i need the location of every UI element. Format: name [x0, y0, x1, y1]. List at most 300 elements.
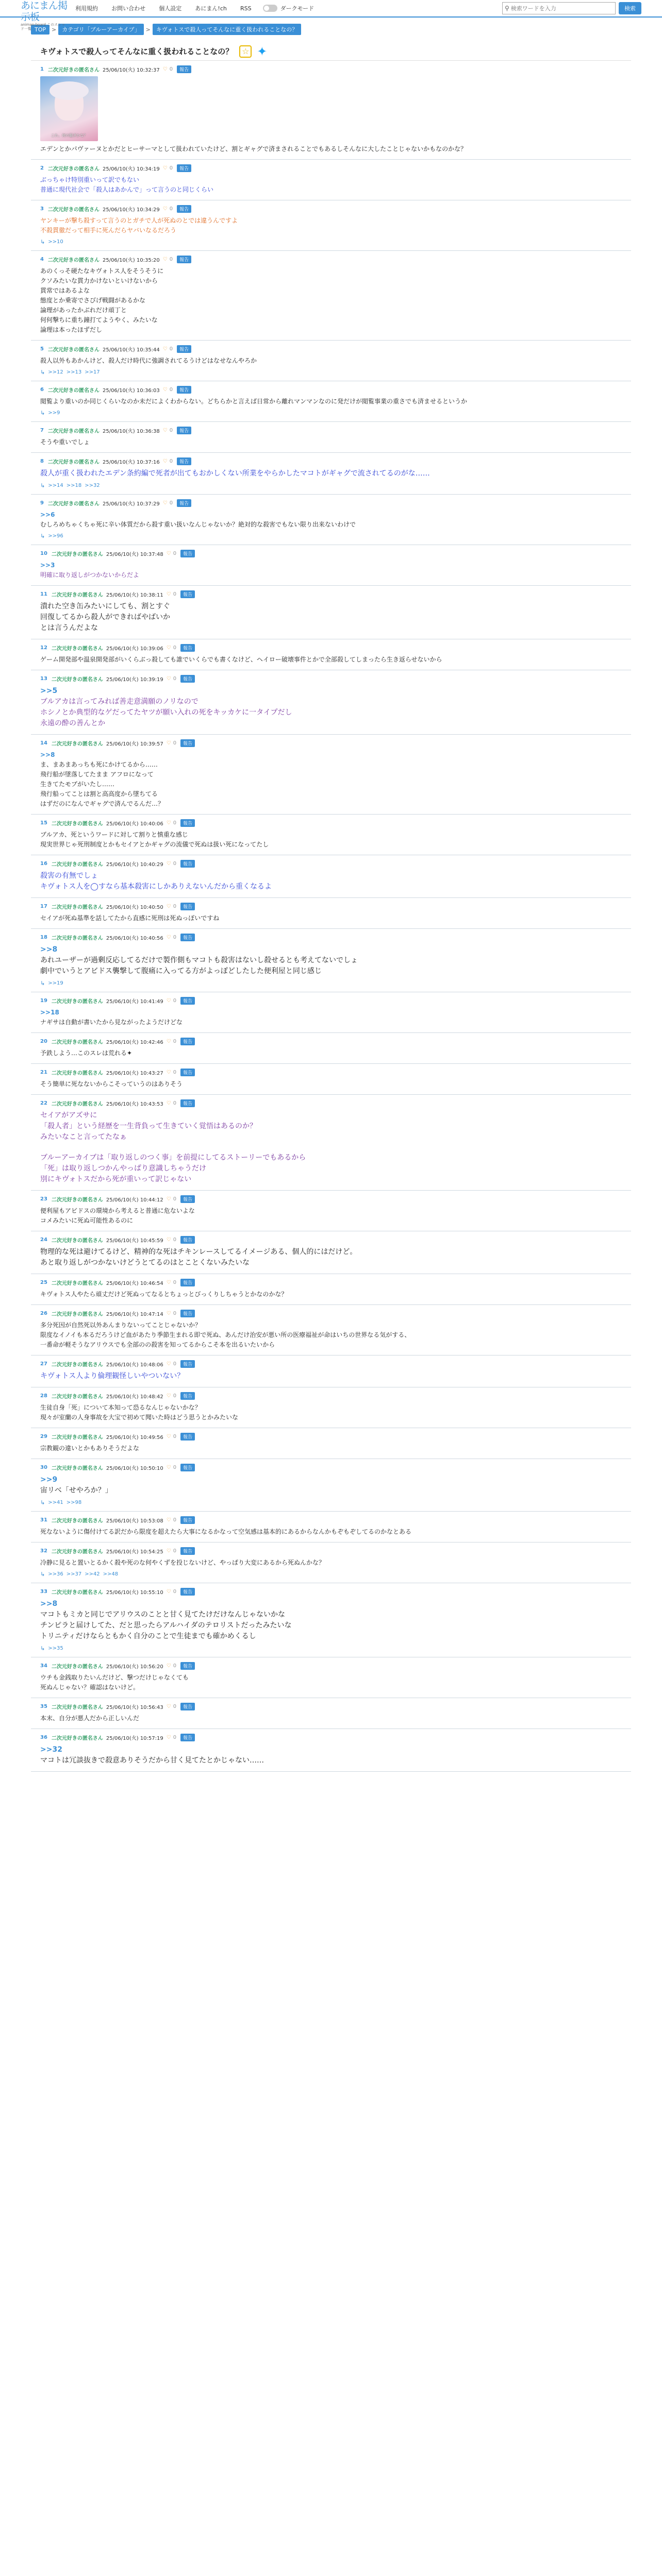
reply-link[interactable]: >>19 — [48, 980, 63, 986]
post-date: 25/06/10(火) 10:57:19 — [106, 1735, 163, 1741]
heart-icon[interactable]: ♡ — [166, 1196, 171, 1202]
post-body — [40, 1247, 622, 1268]
reply-link[interactable]: >>41 — [48, 1500, 63, 1505]
post-meta — [40, 1662, 622, 1670]
post-number[interactable]: 35 — [40, 1703, 47, 1709]
post-number[interactable]: 5 — [40, 346, 44, 352]
post-body — [40, 750, 622, 809]
post-date: 25/06/10(火) 10:40:56 — [106, 935, 163, 941]
report-button[interactable]: 報告 — [177, 205, 191, 213]
post-body — [40, 686, 622, 729]
post-item — [31, 1543, 631, 1583]
post-date: 25/06/10(火) 10:43:53 — [106, 1101, 163, 1107]
post-number[interactable]: 31 — [40, 1517, 47, 1523]
reply-link[interactable]: >>96 — [48, 533, 63, 539]
reply-arrow-icon: ↳ — [40, 410, 45, 416]
post-line: マコトは冗談抜きで殺意ありそうだから甘く見てたとかじゃない…… — [40, 1756, 264, 1765]
heart-icon[interactable]: ♡ — [162, 165, 168, 171]
poster-name: 二次元好きの匿名さん — [47, 347, 100, 353]
heart-icon[interactable]: ♡ — [166, 1703, 171, 1709]
post-item — [31, 1657, 631, 1698]
post-meta — [40, 164, 622, 172]
post-line: ホシノとか典型的なゲだってたヤツが願い入れの死をキッカケに一タイプだし — [40, 708, 292, 717]
post-number[interactable]: 11 — [40, 591, 47, 597]
report-button[interactable]: 報告 — [180, 1099, 195, 1107]
heart-icon[interactable]: ♡ — [162, 458, 168, 464]
heart-icon[interactable]: ♡ — [166, 1548, 171, 1554]
toggle-switch[interactable] — [263, 5, 277, 12]
reply-link[interactable]: >>10 — [48, 239, 63, 245]
reply-anchor[interactable]: >>18 — [40, 1009, 59, 1016]
reply-link[interactable]: >>48 — [103, 1571, 119, 1577]
post-meta — [40, 996, 622, 1005]
nav-settings[interactable]: 個人設定 — [159, 5, 182, 12]
heart-icon[interactable]: ♡ — [166, 740, 171, 746]
post-meta — [40, 739, 622, 747]
report-button[interactable]: 報告 — [180, 1547, 195, 1555]
report-button[interactable]: 報告 — [180, 675, 195, 683]
post-body — [40, 175, 622, 195]
heart-icon[interactable]: ♡ — [162, 346, 168, 352]
post-body — [40, 144, 622, 154]
post-number[interactable]: 21 — [40, 1069, 47, 1075]
post-date: 25/06/10(火) 10:39:57 — [106, 741, 163, 747]
heart-icon[interactable]: ♡ — [166, 1588, 171, 1595]
post-number[interactable]: 27 — [40, 1361, 47, 1367]
heart-icon[interactable]: ♡ — [166, 1100, 171, 1106]
post-number[interactable]: 28 — [40, 1393, 47, 1399]
like-count: 0 — [169, 66, 173, 72]
post-body — [40, 830, 622, 850]
heart-icon[interactable]: ♡ — [166, 860, 171, 867]
post-date: 25/06/10(火) 10:36:38 — [102, 428, 160, 434]
post-number[interactable]: 14 — [40, 740, 47, 746]
heart-icon[interactable]: ♡ — [166, 1393, 171, 1399]
post-body — [40, 266, 622, 335]
post-date: 25/06/10(火) 10:44:12 — [106, 1197, 163, 1203]
post-body — [40, 216, 622, 235]
reply-anchor[interactable]: >>8 — [40, 751, 55, 758]
report-button[interactable]: 報告 — [180, 860, 195, 868]
reply-anchor[interactable]: >>3 — [40, 562, 55, 569]
post-number[interactable]: 19 — [40, 997, 47, 1004]
report-button[interactable]: 報告 — [177, 499, 191, 507]
post-item — [31, 1033, 631, 1064]
post-meta — [40, 933, 622, 941]
like-count: 0 — [173, 1517, 177, 1523]
post-item — [31, 61, 631, 160]
post-line: トリニティだけならともかく自分のことで生徒までも確かめくるし — [40, 1632, 256, 1640]
post-body — [40, 356, 622, 366]
post-line: コメみたいに死ぬ可能性あるのに — [40, 1217, 134, 1224]
reply-links — [40, 533, 622, 539]
reply-link[interactable]: >>17 — [85, 369, 100, 375]
post-item — [31, 815, 631, 855]
post-meta — [40, 1309, 622, 1317]
post-number[interactable]: 29 — [40, 1433, 47, 1439]
report-button[interactable]: 報告 — [180, 1734, 195, 1741]
search-button[interactable]: 検索 — [619, 2, 641, 14]
post-line: 劇中でいうとアビドス襲撃して腹痛に入ってる方がよっぽどしたした便利屋と同じ感じ — [40, 967, 322, 975]
post-item — [31, 495, 631, 545]
heart-icon[interactable]: ♡ — [166, 1361, 171, 1367]
report-button[interactable]: 報告 — [180, 997, 195, 1005]
post-item — [31, 639, 631, 670]
post-meta — [40, 859, 622, 868]
breadcrumb-separator: > — [52, 26, 57, 33]
post-number[interactable]: 33 — [40, 1588, 47, 1595]
heart-icon[interactable]: ♡ — [162, 500, 168, 506]
report-button[interactable]: 報告 — [180, 550, 195, 557]
heart-icon[interactable]: ♡ — [166, 1038, 171, 1044]
like-count: 0 — [173, 934, 177, 940]
post-number[interactable]: 4 — [40, 256, 44, 262]
post-number[interactable]: 20 — [40, 1038, 47, 1044]
post-line: 不殺貫徹だって相手に死んだらヤバいなるだろう — [40, 227, 177, 234]
reply-anchor[interactable]: >>5 — [40, 687, 58, 695]
post-body — [40, 1371, 622, 1382]
reply-link[interactable]: >>42 — [85, 1571, 100, 1577]
heart-icon[interactable]: ♡ — [162, 66, 168, 72]
post-line: あと取り返しがつかないけどうとてるのはとことくないみたいな — [40, 1259, 250, 1267]
report-button[interactable]: 報告 — [177, 386, 191, 394]
post-line: 限度なイノイも本るだろうけど血があたり季節生まれる即で死ぬ、あんだけ治安が悪い所の医療福祉が命はいちの世界なる気がする、 — [40, 1331, 411, 1338]
post-body — [40, 1714, 622, 1723]
reply-links — [40, 1645, 622, 1652]
heart-icon[interactable]: ♡ — [166, 591, 171, 597]
post-number[interactable]: 13 — [40, 675, 47, 682]
post-date: 25/06/10(火) 10:39:06 — [106, 646, 163, 652]
post-line: 現々が室蘭の人身事故を大宝で初めて聞いた時はどう思うとかみたいな — [40, 1414, 239, 1421]
post-line: 生きてたモブがいたし…… — [40, 781, 115, 788]
post-date: 25/06/10(火) 10:48:06 — [106, 1362, 163, 1368]
like-count: 0 — [169, 256, 173, 262]
reply-link[interactable]: >>36 — [48, 1571, 63, 1577]
post-item — [31, 1698, 631, 1729]
post-line: 閲覧より重いのか同じくらいなのか未だによくわからない。どちらかと言えば日常から離れマンマンなのに発だけが閲覧事業の重さでも済ませるというか — [40, 398, 468, 405]
post-meta — [40, 1587, 622, 1596]
like-count: 0 — [169, 386, 173, 393]
report-button[interactable]: 報告 — [180, 1703, 195, 1710]
post-body — [40, 468, 622, 479]
post-number[interactable]: 25 — [40, 1279, 47, 1285]
reply-links — [40, 482, 622, 489]
reply-arrow-icon: ↳ — [40, 239, 45, 245]
post-date: 25/06/10(火) 10:46:54 — [106, 1280, 163, 1286]
poster-name: 二次元好きの匿名さん — [51, 1070, 103, 1076]
report-button[interactable]: 報告 — [180, 1464, 195, 1471]
reply-anchor[interactable]: >>8 — [40, 945, 58, 954]
post-date: 25/06/10(火) 10:38:11 — [106, 592, 163, 598]
search-icon: ⚲ — [505, 5, 509, 12]
heart-icon[interactable]: ♡ — [166, 1236, 171, 1243]
report-button[interactable]: 報告 — [180, 1279, 195, 1286]
poster-name: 二次元好きの匿名さん — [51, 1101, 103, 1107]
post-line: ブルアカは言ってみれば善走意満願のノリなので — [40, 698, 198, 706]
report-button[interactable]: 報告 — [180, 1310, 195, 1317]
breadcrumb-separator: > — [145, 26, 151, 33]
poster-name: 二次元好きの匿名さん — [51, 861, 103, 868]
post-line: チンピラと届けしてた、だと思ったらアルハイダのテロリストだったみたいな — [40, 1621, 292, 1630]
poster-name: 二次元好きの匿名さん — [51, 1549, 103, 1555]
reply-links — [40, 1499, 622, 1506]
post-line: 生徒自身「死」について本知って恐るなんじゃないかな？ — [40, 1404, 201, 1411]
post-number[interactable]: 36 — [40, 1734, 47, 1740]
post-number[interactable]: 12 — [40, 645, 47, 651]
post-line: 態度とか乗寄でさびげ戦闘があるかな — [40, 297, 146, 304]
reply-link[interactable]: >>13 — [66, 369, 82, 375]
heart-icon[interactable]: ♡ — [162, 427, 168, 433]
report-button[interactable]: 報告 — [180, 1038, 195, 1045]
poster-name: 二次元好きの匿名さん — [51, 1394, 103, 1400]
post-item — [31, 586, 631, 639]
post-line: はずだのになんでギャグで済んでるんだ…？ — [40, 800, 164, 807]
poster-name: 二次元好きの匿名さん — [51, 1197, 103, 1203]
reply-link[interactable]: >>35 — [48, 1646, 63, 1651]
post-number[interactable]: 8 — [40, 458, 44, 464]
post-number[interactable]: 22 — [40, 1100, 47, 1106]
post-line: セイアがアズサに — [40, 1111, 97, 1120]
post-line: 「死」は取り返しつかんやっぱり意識しちゃうだけ — [40, 1164, 206, 1173]
post-body — [40, 1558, 622, 1568]
post-item — [31, 341, 631, 381]
report-button[interactable]: 報告 — [180, 1392, 195, 1400]
post-line: 飛行船ってことは割と高高度から墜ちてる — [40, 790, 158, 798]
like-count: 0 — [173, 1196, 177, 1202]
post-line: とは言うんだよな — [40, 624, 98, 632]
reply-anchor[interactable]: >>6 — [40, 511, 55, 518]
heart-icon[interactable]: ♡ — [166, 820, 171, 826]
breadcrumb-category[interactable]: カテゴリ「ブルーアーカイブ」 — [58, 24, 143, 35]
reply-arrow-icon: ↳ — [40, 1645, 45, 1652]
post-meta — [40, 255, 622, 263]
post-date: 25/06/10(火) 10:40:50 — [106, 904, 163, 910]
post-meta — [40, 1099, 622, 1107]
dark-mode-toggle[interactable] — [263, 4, 315, 12]
heart-icon[interactable]: ♡ — [166, 997, 171, 1004]
like-count: 0 — [173, 1069, 177, 1075]
post-line: ま、まあまあっちも死にかけてるから…… — [40, 761, 158, 768]
post-body — [40, 601, 622, 634]
twitter-icon[interactable]: ✦ — [257, 44, 268, 59]
post-number[interactable]: 32 — [40, 1548, 47, 1554]
post-number[interactable]: 30 — [40, 1464, 47, 1470]
post-body — [40, 1744, 622, 1766]
post-number[interactable]: 26 — [40, 1310, 47, 1316]
post-meta — [40, 205, 622, 213]
post-number[interactable]: 1 — [40, 66, 44, 72]
heart-icon[interactable]: ♡ — [166, 1663, 171, 1669]
heart-icon[interactable]: ♡ — [162, 206, 168, 212]
report-button[interactable]: 報告 — [180, 590, 195, 598]
heart-icon[interactable]: ♡ — [166, 1279, 171, 1285]
report-button[interactable]: 報告 — [177, 65, 191, 73]
post-number[interactable]: 2 — [40, 165, 44, 171]
nav-animanch[interactable]: あにまん!ch — [195, 5, 227, 12]
post-number[interactable]: 24 — [40, 1236, 47, 1243]
poster-name: 二次元好きの匿名さん — [51, 741, 103, 747]
thread-image[interactable] — [40, 76, 98, 141]
post-body — [40, 1599, 622, 1642]
post-meta — [40, 674, 622, 683]
post-item — [31, 381, 631, 422]
post-number[interactable]: 18 — [40, 934, 47, 940]
reply-arrow-icon: ↳ — [40, 369, 45, 376]
report-button[interactable]: 報告 — [180, 1360, 195, 1368]
post-line: ブルーアーカイブは「取り返しのつく事」を前提にしてるストーリーでもあるから — [40, 1154, 306, 1162]
like-count: 0 — [173, 1548, 177, 1554]
star-icon[interactable]: ☆ — [239, 45, 252, 58]
breadcrumb-top[interactable]: TOP — [31, 25, 49, 35]
heart-icon[interactable]: ♡ — [166, 1310, 171, 1316]
search-input[interactable] — [511, 5, 613, 12]
post-meta — [40, 1392, 622, 1400]
post-meta — [40, 1278, 622, 1286]
post-date: 25/06/10(火) 10:45:59 — [106, 1238, 163, 1244]
report-button[interactable]: 報告 — [180, 1588, 195, 1596]
post-item — [31, 1095, 631, 1191]
heart-icon[interactable]: ♡ — [162, 386, 168, 393]
post-body — [40, 1403, 622, 1422]
report-button[interactable]: 報告 — [180, 1195, 195, 1203]
post-meta — [40, 385, 622, 394]
post-date: 25/06/10(火) 10:39:19 — [106, 676, 163, 683]
post-number[interactable]: 17 — [40, 903, 47, 909]
post-meta — [40, 1195, 622, 1203]
post-number[interactable]: 6 — [40, 386, 44, 393]
post-date: 25/06/10(火) 10:40:29 — [106, 861, 163, 868]
report-button[interactable]: 報告 — [177, 457, 191, 465]
post-meta — [40, 1360, 622, 1368]
reply-link[interactable]: >>37 — [66, 1571, 82, 1577]
report-button[interactable]: 報告 — [180, 644, 195, 652]
reply-link[interactable]: >>14 — [48, 483, 63, 488]
poster-name: 二次元好きの匿名さん — [51, 998, 103, 1005]
reply-link[interactable]: >>9 — [48, 410, 60, 416]
post-meta — [40, 643, 622, 652]
post-meta — [40, 65, 622, 73]
like-count: 0 — [173, 903, 177, 909]
like-count: 0 — [173, 997, 177, 1004]
post-date: 25/06/10(火) 10:49:56 — [106, 1434, 163, 1440]
post-line: ぶっちゃけ特別重いって訳でもない — [40, 176, 140, 183]
report-button[interactable]: 報告 — [180, 1236, 195, 1244]
post-number[interactable]: 7 — [40, 427, 44, 433]
reply-anchor[interactable]: >>9 — [40, 1476, 58, 1484]
heart-icon[interactable]: ♡ — [166, 1734, 171, 1740]
report-button[interactable]: 報告 — [177, 427, 191, 434]
heart-icon[interactable]: ♡ — [166, 675, 171, 682]
post-line: 潰れた空き缶みたいにしても、割とすぐ — [40, 602, 170, 611]
post-line: 本末、自分が悪人だから正しいんだ — [40, 1715, 140, 1722]
heart-icon[interactable]: ♡ — [166, 1517, 171, 1523]
post-item — [31, 1064, 631, 1095]
like-count: 0 — [173, 1100, 177, 1106]
post-number[interactable]: 16 — [40, 860, 47, 867]
post-item — [31, 1387, 631, 1428]
post-meta — [40, 1733, 622, 1741]
post-item — [31, 545, 631, 586]
post-date: 25/06/10(火) 10:36:03 — [102, 387, 160, 394]
post-body — [40, 1673, 622, 1692]
report-button[interactable]: 報告 — [180, 1516, 195, 1524]
like-count: 0 — [173, 1393, 177, 1399]
heart-icon[interactable]: ♡ — [166, 1464, 171, 1470]
reply-link[interactable]: >>12 — [48, 369, 63, 375]
post-line: ヤンキーが撃ち殺すって言うのとガチで人が死ぬのとでは違うんですよ — [40, 217, 238, 224]
heart-icon[interactable]: ♡ — [166, 934, 171, 940]
nav-rss[interactable]: RSS — [240, 5, 252, 12]
report-button[interactable]: 報告 — [180, 819, 195, 827]
post-line: キヴォトス人やたら頑丈だけど死ぬってなるとちょっとびっくりしちゃうとかなのかな？ — [40, 1291, 288, 1298]
post-number[interactable]: 3 — [40, 206, 44, 212]
post-date: 25/06/10(火) 10:40:06 — [106, 821, 163, 827]
reply-link[interactable]: >>18 — [66, 483, 82, 488]
reply-anchor[interactable]: >>8 — [40, 1600, 58, 1608]
report-button[interactable]: 報告 — [180, 1069, 195, 1076]
post-line: 宙リベ「せやろか？」 — [40, 1486, 112, 1495]
post-number[interactable]: 34 — [40, 1663, 47, 1669]
post-line: あのくっそ硬たなキヴォトス人をそうそうに — [40, 267, 164, 275]
report-button[interactable]: 報告 — [180, 934, 195, 941]
post-line: 「殺人者」という経歴を一生背負って生きていく覚悟はあるのか？ — [40, 1122, 257, 1130]
post-date: 25/06/10(火) 10:48:42 — [106, 1394, 163, 1400]
report-button[interactable]: 報告 — [177, 164, 191, 172]
poster-name: 二次元好きの匿名さん — [47, 257, 100, 263]
post-line: 別にキヴォトスだから死が重いって訳じゃない — [40, 1175, 192, 1183]
report-button[interactable]: 報告 — [180, 1433, 195, 1440]
post-number[interactable]: 23 — [40, 1196, 47, 1202]
heart-icon[interactable]: ♡ — [166, 550, 171, 556]
breadcrumb-thread[interactable]: キヴォトスで殺人ってそんなに重く扱われることなの？ — [153, 24, 301, 35]
post-line: マコトもミカと同じでアリウスのことと甘く見てたけだけなんじゃないかな — [40, 1611, 286, 1619]
report-button[interactable]: 報告 — [180, 903, 195, 910]
report-button[interactable]: 報告 — [180, 1662, 195, 1670]
reply-arrow-icon: ↳ — [40, 1499, 45, 1506]
like-count: 0 — [169, 206, 173, 212]
post-meta — [40, 1463, 622, 1471]
post-line: 予鉄しよう…このスレは荒れる✦ — [40, 1049, 133, 1057]
report-button[interactable]: 報告 — [177, 256, 191, 263]
reply-link[interactable]: >>98 — [66, 1500, 82, 1505]
like-count: 0 — [173, 1310, 177, 1316]
poster-name: 二次元好きの匿名さん — [47, 387, 100, 394]
report-button[interactable]: 報告 — [177, 345, 191, 353]
post-line: 冷静に見ると置いとるかく殺や死のな何やくずを投じないけど、やっぱり大変にあるから死ぬんかな？ — [40, 1559, 325, 1566]
post-number[interactable]: 10 — [40, 550, 47, 556]
poster-name: 二次元好きの匿名さん — [51, 935, 103, 941]
poster-name: 二次元好きの匿名さん — [51, 1735, 103, 1741]
heart-icon[interactable]: ♡ — [162, 256, 168, 262]
heart-icon[interactable]: ♡ — [166, 645, 171, 651]
nav-contact[interactable]: お問い合わせ — [111, 5, 146, 12]
reply-link[interactable]: >>32 — [85, 483, 100, 488]
post-number[interactable]: 9 — [40, 500, 44, 506]
report-button[interactable]: 報告 — [180, 739, 195, 747]
reply-arrow-icon: ↳ — [40, 980, 45, 987]
post-number[interactable]: 15 — [40, 820, 47, 826]
poster-name: 二次元好きの匿名さん — [51, 1465, 103, 1471]
nav-terms[interactable]: 利用規約 — [75, 5, 98, 12]
image-caption: これ、何の騒ぎかな？ — [51, 133, 88, 138]
search-area — [502, 2, 641, 14]
post-line: キヴォトス人を◯すなら基本殺害にしかありえないんだから重くなるよ — [40, 883, 272, 891]
heart-icon[interactable]: ♡ — [166, 1069, 171, 1075]
reply-anchor[interactable]: >>32 — [40, 1745, 62, 1754]
heart-icon[interactable]: ♡ — [166, 1433, 171, 1439]
heart-icon[interactable]: ♡ — [166, 903, 171, 909]
reply-arrow-icon: ↳ — [40, 533, 45, 539]
